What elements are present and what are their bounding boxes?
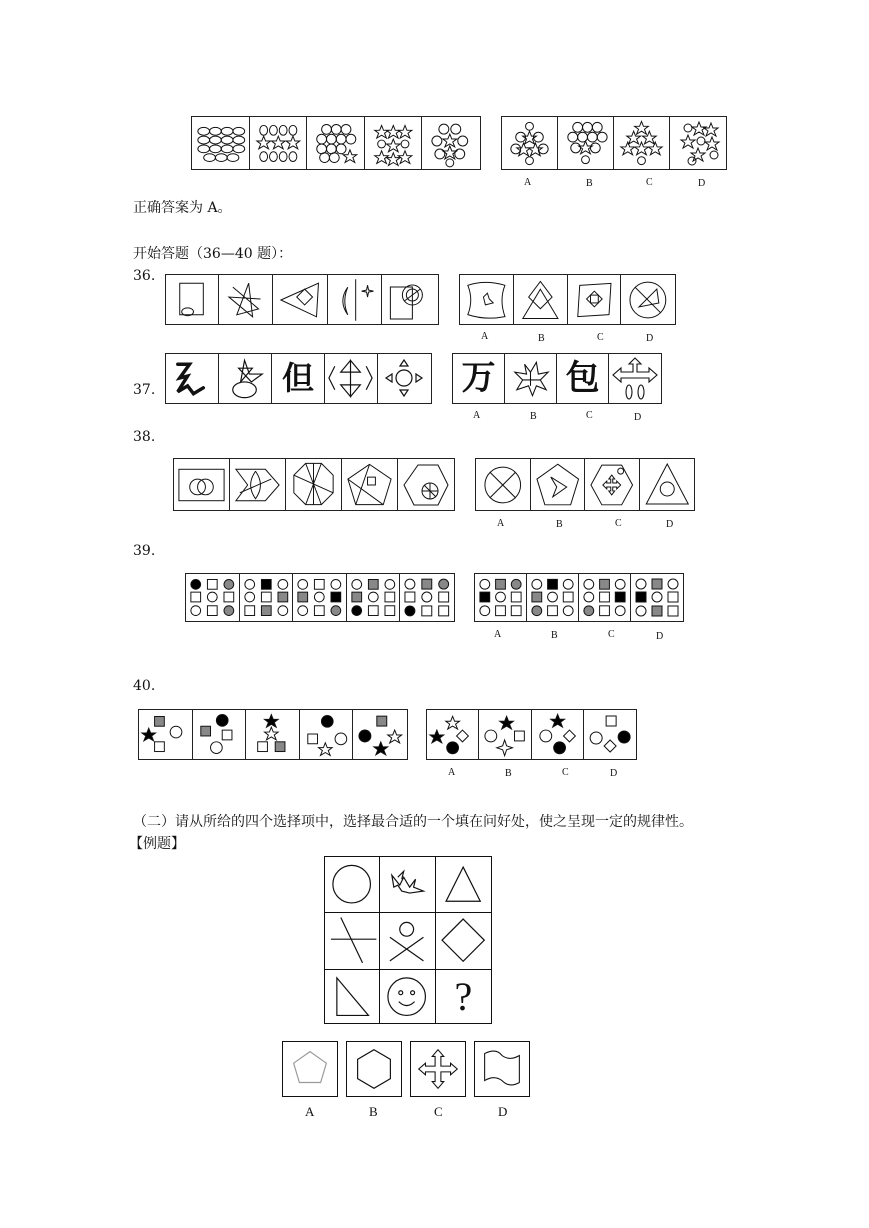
matrix-cell-bird xyxy=(380,857,435,913)
figure-ellipses xyxy=(192,117,250,169)
q38-options xyxy=(475,458,695,511)
example-heading: 【例题】 xyxy=(129,836,185,852)
q40-fig-4 xyxy=(300,710,354,759)
q38-stem xyxy=(173,458,455,511)
q37-fig-circle-arrows xyxy=(378,354,431,403)
q37-label-d: D xyxy=(634,412,642,423)
matrix-cell-right-triangle xyxy=(325,970,380,1024)
q37-option-c-char: 包 xyxy=(565,358,600,398)
q37-option-d[interactable] xyxy=(609,354,661,403)
q37-label-a: A xyxy=(473,410,481,421)
q38-fig-hexagon-wheel xyxy=(398,459,454,510)
answer-text: 正确答案为 A。 xyxy=(133,200,232,216)
q37-number: 37. xyxy=(133,382,156,398)
q39-option-b[interactable] xyxy=(527,574,579,621)
q38-label-d: D xyxy=(666,519,674,530)
q39-option-c[interactable] xyxy=(579,574,631,621)
q39-option-a[interactable] xyxy=(475,574,527,621)
q36-fig-page-circle xyxy=(166,275,219,324)
q40-label-d: D xyxy=(610,768,618,779)
prev-option-a[interactable] xyxy=(502,117,558,169)
q39-stem xyxy=(185,573,455,622)
example-label-c: C xyxy=(434,1104,443,1119)
q40-options xyxy=(426,709,637,760)
matrix-cell-lines xyxy=(325,913,380,969)
q40-fig-2 xyxy=(193,710,247,759)
q37-fig-arrows-vertical xyxy=(325,354,378,403)
q39-number: 39. xyxy=(133,543,156,559)
q39-label-a: A xyxy=(494,629,502,640)
q37-stem xyxy=(165,353,432,404)
q37-fig-scribble xyxy=(166,354,219,403)
q38-option-a[interactable] xyxy=(476,459,531,510)
q38-option-d[interactable] xyxy=(640,459,695,510)
q40-label-b: B xyxy=(505,768,512,779)
q37-options xyxy=(452,353,662,404)
q38-number: 38. xyxy=(133,429,156,445)
q38-label-c: C xyxy=(615,518,622,529)
q38-fig-pentagon xyxy=(342,459,398,510)
q38-fig-octagon xyxy=(286,459,342,510)
q36-stem xyxy=(165,274,439,325)
prev-option-c[interactable] xyxy=(614,117,670,169)
q37-label-c: C xyxy=(586,410,593,421)
q36-label-c: C xyxy=(597,332,604,343)
example-matrix xyxy=(324,856,492,1024)
example-option-c[interactable] xyxy=(410,1041,466,1097)
q38-option-b[interactable] xyxy=(531,459,586,510)
example-option-b[interactable] xyxy=(346,1041,402,1097)
prev-question-options xyxy=(501,116,727,170)
prev-label-d: D xyxy=(698,178,706,189)
q36-option-c[interactable] xyxy=(568,275,622,324)
q37-option-a[interactable] xyxy=(453,354,505,403)
figure-mixed xyxy=(422,117,480,169)
q40-option-d[interactable] xyxy=(584,710,636,759)
prev-option-b[interactable] xyxy=(558,117,614,169)
q36-options xyxy=(459,274,676,325)
prev-option-d[interactable] xyxy=(670,117,726,169)
matrix-cell-skull xyxy=(380,913,435,969)
q36-option-d[interactable] xyxy=(621,275,675,324)
q36-fig-moon-sparkle xyxy=(328,275,382,324)
q38-label-a: A xyxy=(497,518,505,529)
example-option-d[interactable] xyxy=(474,1041,530,1097)
q36-label-b: B xyxy=(538,333,545,344)
q37-stem-char: 但 xyxy=(281,359,314,397)
q38-fig-arrow-leaf xyxy=(230,459,286,510)
q37-fig-star-ellipse xyxy=(219,354,272,403)
matrix-cell-triangle xyxy=(436,857,491,913)
q40-fig-1 xyxy=(139,710,193,759)
q36-label-d: D xyxy=(646,333,654,344)
example-label-d: D xyxy=(498,1104,508,1119)
matrix-cell-circle xyxy=(325,857,380,913)
q40-label-a: A xyxy=(448,767,456,778)
q39-fig-grid-2 xyxy=(240,574,294,621)
q40-option-b[interactable] xyxy=(479,710,531,759)
q39-fig-grid-3 xyxy=(293,574,347,621)
figure-stars-circles xyxy=(365,117,423,169)
q37-label-b: B xyxy=(530,411,537,422)
example-label-a: A xyxy=(305,1104,315,1119)
q40-number: 40. xyxy=(133,678,156,694)
prev-label-b: B xyxy=(586,178,593,189)
q37-fig-char xyxy=(272,354,325,403)
q36-option-a[interactable] xyxy=(460,275,514,324)
q36-option-b[interactable] xyxy=(514,275,568,324)
q39-fig-grid-1 xyxy=(186,574,240,621)
q39-options xyxy=(474,573,684,622)
section-intro: 开始答题（36—40 题）： xyxy=(133,246,293,262)
figure-circles-stars xyxy=(307,117,365,169)
q36-fig-star-lines xyxy=(219,275,273,324)
q36-label-a: A xyxy=(481,331,489,342)
q38-fig-rect-rings xyxy=(174,459,230,510)
q40-fig-3 xyxy=(246,710,300,759)
q37-option-b[interactable] xyxy=(505,354,557,403)
matrix-cell-question xyxy=(436,970,491,1024)
prev-label-a: A xyxy=(524,177,532,188)
q36-number: 36. xyxy=(133,268,156,284)
q36-fig-triangle-diamond xyxy=(273,275,327,324)
example-label-b: B xyxy=(369,1104,378,1119)
part-two-instruction: （二）请从所给的四个选择项中，选择最合适的一个填在问好处，使之呈现一定的规律性。 xyxy=(133,814,693,830)
q39-label-c: C xyxy=(608,629,615,640)
matrix-cell-diamond xyxy=(436,913,491,969)
figure-ellipses-stars xyxy=(250,117,308,169)
example-option-a[interactable] xyxy=(282,1041,338,1097)
q37-option-a-char: 万 xyxy=(461,358,496,398)
q40-option-c[interactable] xyxy=(532,710,584,759)
q39-label-d: D xyxy=(656,631,664,642)
q40-option-a[interactable] xyxy=(427,710,479,759)
matrix-cell-smiley xyxy=(380,970,435,1024)
q40-fig-5 xyxy=(353,710,407,759)
question-mark: ? xyxy=(454,974,473,1020)
prev-question-stem xyxy=(191,116,481,170)
q37-option-c[interactable] xyxy=(557,354,609,403)
q39-option-d[interactable] xyxy=(631,574,683,621)
q38-label-b: B xyxy=(556,519,563,530)
q40-label-c: C xyxy=(562,767,569,778)
prev-label-c: C xyxy=(646,177,653,188)
q39-label-b: B xyxy=(551,630,558,641)
q39-fig-grid-4 xyxy=(347,574,401,621)
q40-stem xyxy=(138,709,408,760)
q36-fig-page-rings xyxy=(382,275,438,324)
q39-fig-grid-5 xyxy=(400,574,454,621)
q38-option-c[interactable] xyxy=(585,459,640,510)
